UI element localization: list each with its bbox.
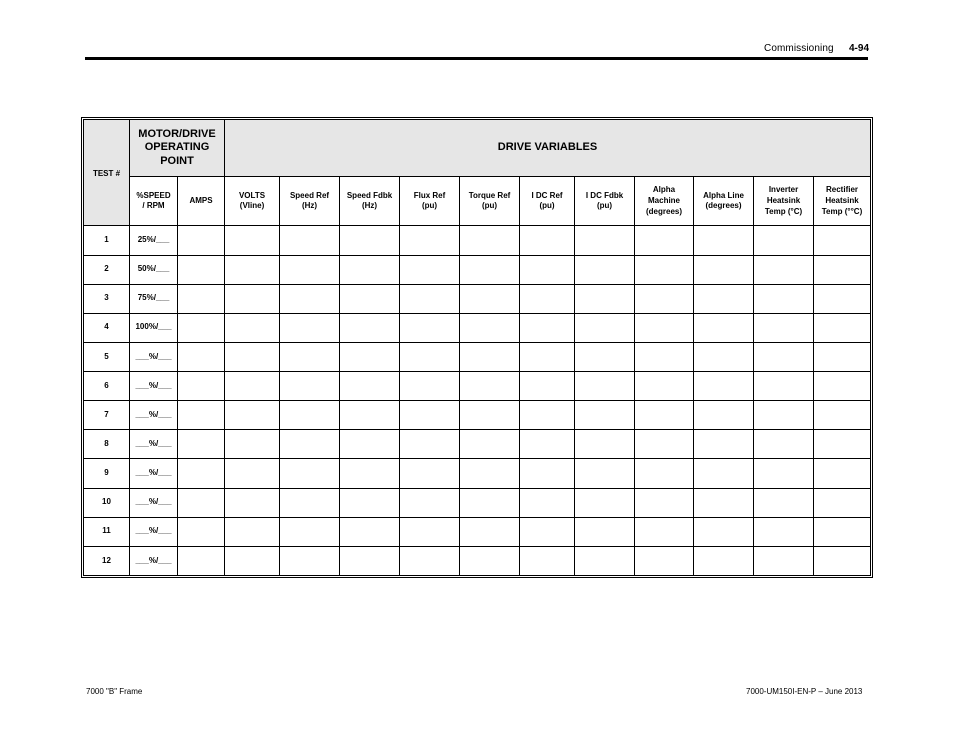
entry-cell-alpha-machine[interactable] — [635, 372, 694, 401]
column-header-inverter-heatsink-temp — [754, 177, 814, 226]
entry-cell-speed-ref[interactable] — [280, 430, 340, 459]
entry-cell-speed-ref[interactable] — [280, 226, 340, 255]
column-header-line: Rectifier — [826, 185, 859, 195]
column-header-row — [84, 177, 871, 226]
column-header-line: (degrees) — [646, 206, 683, 216]
entry-cell-idc-fdbk[interactable] — [575, 372, 635, 401]
entry-cell-torque-ref[interactable] — [460, 342, 520, 371]
column-header-line: (Vline) — [239, 201, 265, 211]
entry-cell-inverter-heatsink-temp[interactable] — [754, 284, 814, 313]
entry-cell-flux-ref[interactable] — [400, 372, 460, 401]
column-header-line: Alpha Line — [703, 190, 744, 200]
speed-rpm-cell[interactable]: ___%/___ — [130, 459, 178, 488]
entry-cell-flux-ref[interactable] — [400, 459, 460, 488]
column-header-line: I DC Fdbk — [585, 190, 624, 200]
entry-cell-volts[interactable] — [225, 342, 280, 371]
entry-cell-rectifier-heatsink-temp[interactable] — [814, 226, 871, 255]
speed-rpm-cell[interactable]: 25%/___ — [130, 226, 178, 255]
entry-cell-alpha-line[interactable] — [694, 342, 754, 371]
column-header-line: (pu) — [596, 201, 613, 211]
group-header-row — [84, 120, 871, 177]
entry-cell-alpha-machine[interactable] — [635, 546, 694, 575]
entry-cell-idc-fdbk[interactable] — [575, 342, 635, 371]
entry-cell-torque-ref[interactable] — [460, 488, 520, 517]
entry-cell-rectifier-heatsink-temp[interactable] — [814, 517, 871, 546]
column-header-line: Alpha — [652, 185, 676, 195]
test-number-cell: 9 — [84, 459, 130, 488]
entry-cell-alpha-machine[interactable] — [635, 459, 694, 488]
test-number-cell: 3 — [84, 284, 130, 313]
entry-cell-speed-fdbk[interactable] — [340, 284, 400, 313]
entry-cell-alpha-machine[interactable] — [635, 430, 694, 459]
column-header-line: Heatsink — [766, 195, 801, 205]
entry-cell-alpha-line[interactable] — [694, 284, 754, 313]
entry-cell-volts[interactable] — [225, 488, 280, 517]
entry-cell-idc-fdbk[interactable] — [575, 255, 635, 284]
test-number-cell: 2 — [84, 255, 130, 284]
entry-cell-idc-fdbk[interactable] — [575, 459, 635, 488]
entry-cell-torque-ref[interactable] — [460, 284, 520, 313]
entry-cell-amps[interactable] — [178, 517, 225, 546]
entry-cell-idc-ref[interactable] — [520, 401, 575, 430]
entry-cell-idc-ref[interactable] — [520, 517, 575, 546]
entry-cell-inverter-heatsink-temp[interactable] — [754, 401, 814, 430]
entry-cell-inverter-heatsink-temp[interactable] — [754, 430, 814, 459]
entry-cell-amps[interactable] — [178, 226, 225, 255]
column-header-flux-ref — [400, 177, 460, 226]
entry-cell-torque-ref[interactable] — [460, 546, 520, 575]
entry-cell-alpha-line[interactable] — [694, 459, 754, 488]
entry-cell-idc-ref[interactable] — [520, 342, 575, 371]
column-header-line: (Hz) — [361, 201, 378, 211]
table-row — [84, 226, 871, 255]
entry-cell-inverter-heatsink-temp[interactable] — [754, 342, 814, 371]
column-header-line: (degrees) — [705, 201, 742, 211]
entry-cell-idc-ref[interactable] — [520, 284, 575, 313]
entry-cell-speed-fdbk[interactable] — [340, 459, 400, 488]
entry-cell-volts[interactable] — [225, 313, 280, 342]
entry-cell-volts[interactable] — [225, 401, 280, 430]
column-header-line: (Hz) — [301, 201, 318, 211]
column-header-alpha-line — [694, 177, 754, 226]
table-row — [84, 342, 871, 371]
entry-cell-speed-ref[interactable] — [280, 517, 340, 546]
entry-cell-alpha-line[interactable] — [694, 372, 754, 401]
speed-rpm-cell[interactable]: ___%/___ — [130, 401, 178, 430]
column-header-speed-ref — [280, 177, 340, 226]
entry-cell-idc-fdbk[interactable] — [575, 401, 635, 430]
commissioning-test-table — [81, 117, 873, 578]
test-number-cell: 10 — [84, 488, 130, 517]
entry-cell-torque-ref[interactable] — [460, 430, 520, 459]
entry-cell-amps[interactable] — [178, 459, 225, 488]
entry-cell-flux-ref[interactable] — [400, 401, 460, 430]
entry-cell-alpha-line[interactable] — [694, 488, 754, 517]
entry-cell-flux-ref[interactable] — [400, 313, 460, 342]
entry-cell-alpha-machine[interactable] — [635, 342, 694, 371]
entry-cell-idc-ref[interactable] — [520, 226, 575, 255]
entry-cell-speed-fdbk[interactable] — [340, 313, 400, 342]
entry-cell-speed-fdbk[interactable] — [340, 517, 400, 546]
column-header-line: VOLTS — [238, 190, 266, 200]
entry-cell-alpha-machine[interactable] — [635, 517, 694, 546]
entry-cell-alpha-line[interactable] — [694, 255, 754, 284]
entry-cell-speed-fdbk[interactable] — [340, 401, 400, 430]
entry-cell-amps[interactable] — [178, 255, 225, 284]
entry-cell-volts[interactable] — [225, 255, 280, 284]
header-section-title: Commissioning — [764, 43, 834, 54]
header-rule — [85, 57, 868, 60]
test-number-cell: 4 — [84, 313, 130, 342]
entry-cell-speed-fdbk[interactable] — [340, 255, 400, 284]
entry-cell-rectifier-heatsink-temp[interactable] — [814, 342, 871, 371]
entry-cell-torque-ref[interactable] — [460, 255, 520, 284]
test-number-cell: 11 — [84, 517, 130, 546]
motor-drive-header-line: MOTOR/DRIVE — [138, 127, 216, 140]
motor-drive-header-line: POINT — [160, 155, 194, 167]
entry-cell-rectifier-heatsink-temp[interactable] — [814, 284, 871, 313]
speed-rpm-cell[interactable]: ___%/___ — [130, 430, 178, 459]
entry-cell-alpha-machine[interactable] — [635, 226, 694, 255]
entry-cell-flux-ref[interactable] — [400, 546, 460, 575]
entry-cell-rectifier-heatsink-temp[interactable] — [814, 372, 871, 401]
entry-cell-flux-ref[interactable] — [400, 255, 460, 284]
entry-cell-amps[interactable] — [178, 401, 225, 430]
entry-cell-inverter-heatsink-temp[interactable] — [754, 372, 814, 401]
entry-cell-alpha-line[interactable] — [694, 226, 754, 255]
entry-cell-speed-ref[interactable] — [280, 342, 340, 371]
entry-cell-idc-fdbk[interactable] — [575, 546, 635, 575]
column-header-idc-fdbk — [575, 177, 635, 226]
test-number-cell: 6 — [84, 372, 130, 401]
entry-cell-rectifier-heatsink-temp[interactable] — [814, 488, 871, 517]
motor-drive-header-line: OPERATING — [144, 141, 210, 154]
footer-frame: 7000 "B" Frame — [86, 687, 143, 696]
entry-cell-idc-ref[interactable] — [520, 372, 575, 401]
column-header-line: %SPEED — [136, 190, 171, 200]
entry-cell-idc-fdbk[interactable] — [575, 313, 635, 342]
column-header-line: Temp (°°C) — [821, 206, 863, 216]
entry-cell-rectifier-heatsink-temp[interactable] — [814, 313, 871, 342]
entry-cell-speed-fdbk[interactable] — [340, 546, 400, 575]
entry-cell-amps[interactable] — [178, 372, 225, 401]
speed-rpm-cell[interactable]: ___%/___ — [130, 342, 178, 371]
test-number-header — [84, 120, 130, 226]
entry-cell-alpha-machine[interactable] — [635, 255, 694, 284]
entry-cell-speed-ref[interactable] — [280, 546, 340, 575]
entry-cell-volts[interactable] — [225, 430, 280, 459]
entry-cell-torque-ref[interactable] — [460, 459, 520, 488]
entry-cell-speed-ref[interactable] — [280, 459, 340, 488]
entry-cell-rectifier-heatsink-temp[interactable] — [814, 430, 871, 459]
entry-cell-speed-ref[interactable] — [280, 488, 340, 517]
entry-cell-rectifier-heatsink-temp[interactable] — [814, 546, 871, 575]
entry-cell-amps[interactable] — [178, 342, 225, 371]
entry-cell-volts[interactable] — [225, 546, 280, 575]
entry-cell-speed-fdbk[interactable] — [340, 372, 400, 401]
entry-cell-inverter-heatsink-temp[interactable] — [754, 546, 814, 575]
entry-cell-amps[interactable] — [178, 430, 225, 459]
test-number-cell: 1 — [84, 226, 130, 255]
table-row — [84, 488, 871, 517]
entry-cell-amps[interactable] — [178, 313, 225, 342]
column-header-rectifier-heatsink-temp — [814, 177, 871, 226]
entry-cell-volts[interactable] — [225, 372, 280, 401]
column-header-amps — [178, 177, 225, 226]
entry-cell-inverter-heatsink-temp[interactable] — [754, 488, 814, 517]
entry-cell-volts[interactable] — [225, 226, 280, 255]
column-header-line: Inverter — [768, 185, 799, 195]
table-row — [84, 401, 871, 430]
entry-cell-rectifier-heatsink-temp[interactable] — [814, 401, 871, 430]
table-row — [84, 255, 871, 284]
entry-cell-idc-ref[interactable] — [520, 430, 575, 459]
entry-cell-alpha-line[interactable] — [694, 546, 754, 575]
table-row — [84, 372, 871, 401]
speed-rpm-cell[interactable]: 50%/___ — [130, 255, 178, 284]
entry-cell-idc-fdbk[interactable] — [575, 430, 635, 459]
entry-cell-speed-fdbk[interactable] — [340, 342, 400, 371]
entry-cell-alpha-machine[interactable] — [635, 401, 694, 430]
test-number-cell: 5 — [84, 342, 130, 371]
column-header-line: AMPS — [189, 195, 213, 205]
table-row — [84, 459, 871, 488]
column-header-line: I DC Ref — [531, 190, 563, 200]
column-header-speed-fdbk — [340, 177, 400, 226]
test-number-cell: 7 — [84, 401, 130, 430]
entry-cell-torque-ref[interactable] — [460, 313, 520, 342]
entry-cell-speed-fdbk[interactable] — [340, 488, 400, 517]
entry-cell-idc-fdbk[interactable] — [575, 284, 635, 313]
drive-variables-group-header — [225, 120, 871, 177]
entry-cell-idc-ref[interactable] — [520, 313, 575, 342]
table-row — [84, 546, 871, 575]
column-header-line: Temp (°C) — [764, 206, 803, 216]
entry-cell-torque-ref[interactable] — [460, 517, 520, 546]
column-header-speed-rpm — [130, 177, 178, 226]
column-header-line: Flux Ref — [413, 190, 446, 200]
entry-cell-speed-ref[interactable] — [280, 255, 340, 284]
table-row — [84, 313, 871, 342]
entry-cell-alpha-line[interactable] — [694, 401, 754, 430]
column-header-line: Torque Ref — [468, 190, 511, 200]
entry-cell-volts[interactable] — [225, 459, 280, 488]
entry-cell-rectifier-heatsink-temp[interactable] — [814, 459, 871, 488]
column-header-line: Machine — [648, 195, 681, 205]
speed-rpm-cell[interactable]: ___%/___ — [130, 546, 178, 575]
test-number-cell: 8 — [84, 430, 130, 459]
column-header-line: (pu) — [481, 201, 498, 211]
entry-cell-alpha-line[interactable] — [694, 517, 754, 546]
entry-cell-flux-ref[interactable] — [400, 517, 460, 546]
drive-variables-header-label: DRIVE VARIABLES — [497, 141, 598, 154]
entry-cell-flux-ref[interactable] — [400, 430, 460, 459]
speed-rpm-cell[interactable]: ___%/___ — [130, 488, 178, 517]
entry-cell-alpha-machine[interactable] — [635, 284, 694, 313]
entry-cell-flux-ref[interactable] — [400, 226, 460, 255]
entry-cell-amps[interactable] — [178, 546, 225, 575]
entry-cell-speed-fdbk[interactable] — [340, 226, 400, 255]
test-number-header-label: TEST # — [92, 168, 121, 178]
table-row — [84, 284, 871, 313]
entry-cell-idc-ref[interactable] — [520, 488, 575, 517]
entry-cell-alpha-line[interactable] — [694, 313, 754, 342]
column-header-alpha-machine — [635, 177, 694, 226]
entry-cell-idc-ref[interactable] — [520, 546, 575, 575]
column-header-line: Speed Fdbk — [346, 190, 393, 200]
entry-cell-idc-fdbk[interactable] — [575, 488, 635, 517]
entry-cell-volts[interactable] — [225, 284, 280, 313]
entry-cell-inverter-heatsink-temp[interactable] — [754, 459, 814, 488]
entry-cell-torque-ref[interactable] — [460, 372, 520, 401]
entry-cell-idc-fdbk[interactable] — [575, 517, 635, 546]
entry-cell-speed-ref[interactable] — [280, 313, 340, 342]
table-row — [84, 430, 871, 459]
entry-cell-inverter-heatsink-temp[interactable] — [754, 226, 814, 255]
entry-cell-idc-fdbk[interactable] — [575, 226, 635, 255]
entry-cell-alpha-line[interactable] — [694, 430, 754, 459]
column-header-line: / RPM — [142, 201, 165, 211]
entry-cell-flux-ref[interactable] — [400, 488, 460, 517]
header-page-number: 4-94 — [849, 43, 870, 54]
table-row — [84, 517, 871, 546]
footer-doc-id: 7000-UM150I-EN-P – June 2013 — [746, 687, 863, 696]
column-header-idc-ref — [520, 177, 575, 226]
entry-cell-speed-fdbk[interactable] — [340, 430, 400, 459]
entry-cell-rectifier-heatsink-temp[interactable] — [814, 255, 871, 284]
entry-cell-torque-ref[interactable] — [460, 226, 520, 255]
column-header-line: (pu) — [421, 201, 438, 211]
speed-rpm-cell[interactable]: 100%/___ — [130, 313, 178, 342]
entry-cell-speed-ref[interactable] — [280, 401, 340, 430]
entry-cell-inverter-heatsink-temp[interactable] — [754, 313, 814, 342]
speed-rpm-cell[interactable]: ___%/___ — [130, 372, 178, 401]
speed-rpm-cell[interactable]: 75%/___ — [130, 284, 178, 313]
entry-cell-inverter-heatsink-temp[interactable] — [754, 255, 814, 284]
entry-cell-flux-ref[interactable] — [400, 342, 460, 371]
speed-rpm-cell[interactable]: ___%/___ — [130, 517, 178, 546]
column-header-line: Heatsink — [825, 195, 859, 205]
entry-cell-flux-ref[interactable] — [400, 284, 460, 313]
entry-cell-idc-ref[interactable] — [520, 459, 575, 488]
column-header-line: (pu) — [539, 201, 555, 211]
entry-cell-speed-ref[interactable] — [280, 284, 340, 313]
entry-cell-torque-ref[interactable] — [460, 401, 520, 430]
entry-cell-inverter-heatsink-temp[interactable] — [754, 517, 814, 546]
entry-cell-alpha-machine[interactable] — [635, 313, 694, 342]
entry-cell-alpha-machine[interactable] — [635, 488, 694, 517]
motor-drive-group-header — [130, 120, 225, 177]
entry-cell-volts[interactable] — [225, 517, 280, 546]
column-header-volts — [225, 177, 280, 226]
entry-cell-amps[interactable] — [178, 284, 225, 313]
entry-cell-speed-ref[interactable] — [280, 372, 340, 401]
entry-cell-idc-ref[interactable] — [520, 255, 575, 284]
entry-cell-amps[interactable] — [178, 488, 225, 517]
test-number-cell: 12 — [84, 546, 130, 575]
column-header-torque-ref — [460, 177, 520, 226]
column-header-line: Speed Ref — [289, 190, 330, 200]
